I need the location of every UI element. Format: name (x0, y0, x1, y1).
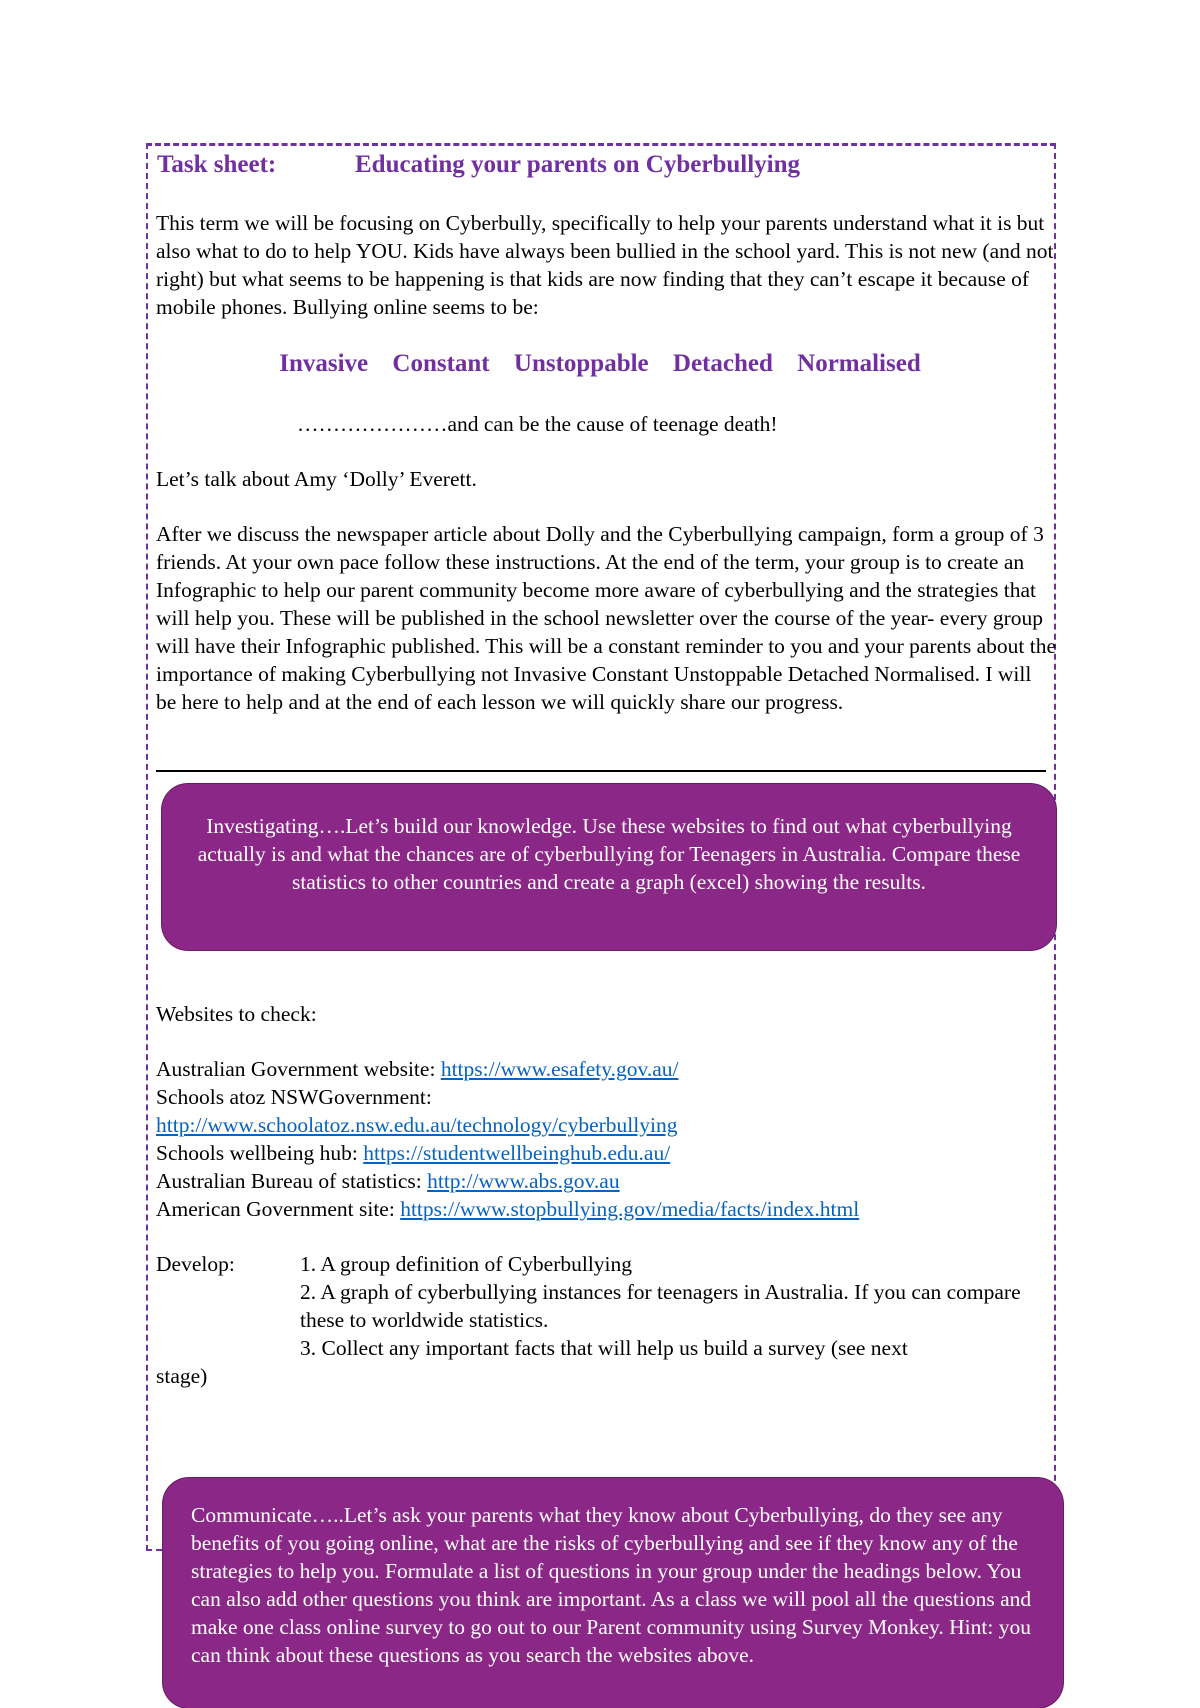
website-item (156, 1083, 1056, 1111)
trait-normalised: Normalised (797, 350, 921, 377)
page-title (157, 151, 800, 179)
section-divider (156, 770, 1046, 772)
trait-detached: Detached (672, 350, 773, 377)
develop-label: Develop: (156, 1252, 235, 1276)
develop-item: 3. Collect any important facts that will help us build a survey (see next (300, 1336, 908, 1360)
website-link[interactable]: https://studentwellbeinghub.edu.au/ (363, 1141, 671, 1165)
trait-constant: Constant (392, 350, 490, 377)
title-text: Educating your parents on Cyberbullying (355, 151, 801, 178)
website-item (156, 1167, 1056, 1195)
website-label: American Government site: (156, 1197, 401, 1221)
website-link[interactable]: http://www.schoolatoz.nsw.edu.au/technology/cyberbullying (156, 1113, 678, 1137)
website-label: Schools wellbeing hub: (156, 1141, 364, 1165)
intro-paragraph: This term we will be focusing on Cyberbully, specifically to help your parents understand what it is but also what to do to help YOU. Kids have always been bullied in the school yard. This is not new (and not right) but what seems to be happening is that kids are now finding that they can’t escape it because of mobile phones. Bullying online seems to be: (156, 211, 1054, 319)
trait-unstoppable: Unstoppable (513, 350, 649, 377)
website-item (156, 1111, 1056, 1139)
investigating-callout: Investigating….Let’s build our knowledge. Use these websites to find out what cyberbullying actually is and what the chances are of cyberbullying for Teenagers in Australia. Compare these statistics to other countries and create a graph (excel) showing the results. (162, 784, 1056, 950)
communicate-callout: Communicate…..Let’s ask your parents what they know about Cyberbullying, do they see any benefits of you going online, what are the risks of cyberbullying and see if they know any of the strategies to help you. Formulate a list of questions in your group under the headings below. You can also add other questions you think are important. As a class we will pool all the questions and make one class online survey to go out to our Parent community using Survey Monkey. Hint: you can think about these questions as you search the websites above. (163, 1478, 1063, 1708)
trait-invasive: Invasive (279, 350, 369, 377)
websites-heading: Websites to check: (156, 1002, 317, 1026)
talk-line: Let’s talk about Amy ‘Dolly’ Everett. (156, 467, 477, 491)
website-link[interactable]: http://www.abs.gov.au (427, 1169, 620, 1193)
instructions-paragraph: After we discuss the newspaper article about Dolly and the Cyberbullying campaign, form a group of 3 friends. At your own pace follow these instructions. At the end of the term, your group is to create an Infographic to help our parent community become more aware of cyberbullying and the strategies that will help you. These will be published in the school newsletter over the course of the year- every group will have their Infographic published. This will be a constant reminder to you and your parents about the importance of making Cyberbullying not Invasive Constant Unstoppable Detached Normalised. I will be here to help and at the end of each lesson we will quickly share our progress. (156, 522, 1056, 714)
develop-tail: stage) (156, 1364, 208, 1388)
develop-item: 2. A graph of cyberbullying instances for teenagers in Australia. If you can compare these to worldwide statistics. (300, 1280, 1021, 1332)
website-item (156, 1139, 1056, 1167)
website-link[interactable]: https://www.stopbullying.gov/media/facts/index.html (400, 1197, 860, 1221)
website-link[interactable]: https://www.esafety.gov.au/ (440, 1057, 679, 1081)
develop-item: 1. A group definition of Cyberbullying (300, 1252, 633, 1276)
traits-row (0, 350, 1200, 378)
website-list (156, 1055, 1056, 1223)
website-label: Schools atoz NSWGovernment: (156, 1085, 432, 1109)
develop-list (300, 1250, 1050, 1362)
title-label: Task sheet: (157, 151, 277, 178)
website-item (156, 1055, 1056, 1083)
website-label: Australian Government website: (156, 1057, 441, 1081)
website-label: Australian Bureau of statistics: (156, 1169, 428, 1193)
website-item (156, 1195, 1056, 1223)
consequence-line: …………………and can be the cause of teenage death! (297, 412, 778, 436)
